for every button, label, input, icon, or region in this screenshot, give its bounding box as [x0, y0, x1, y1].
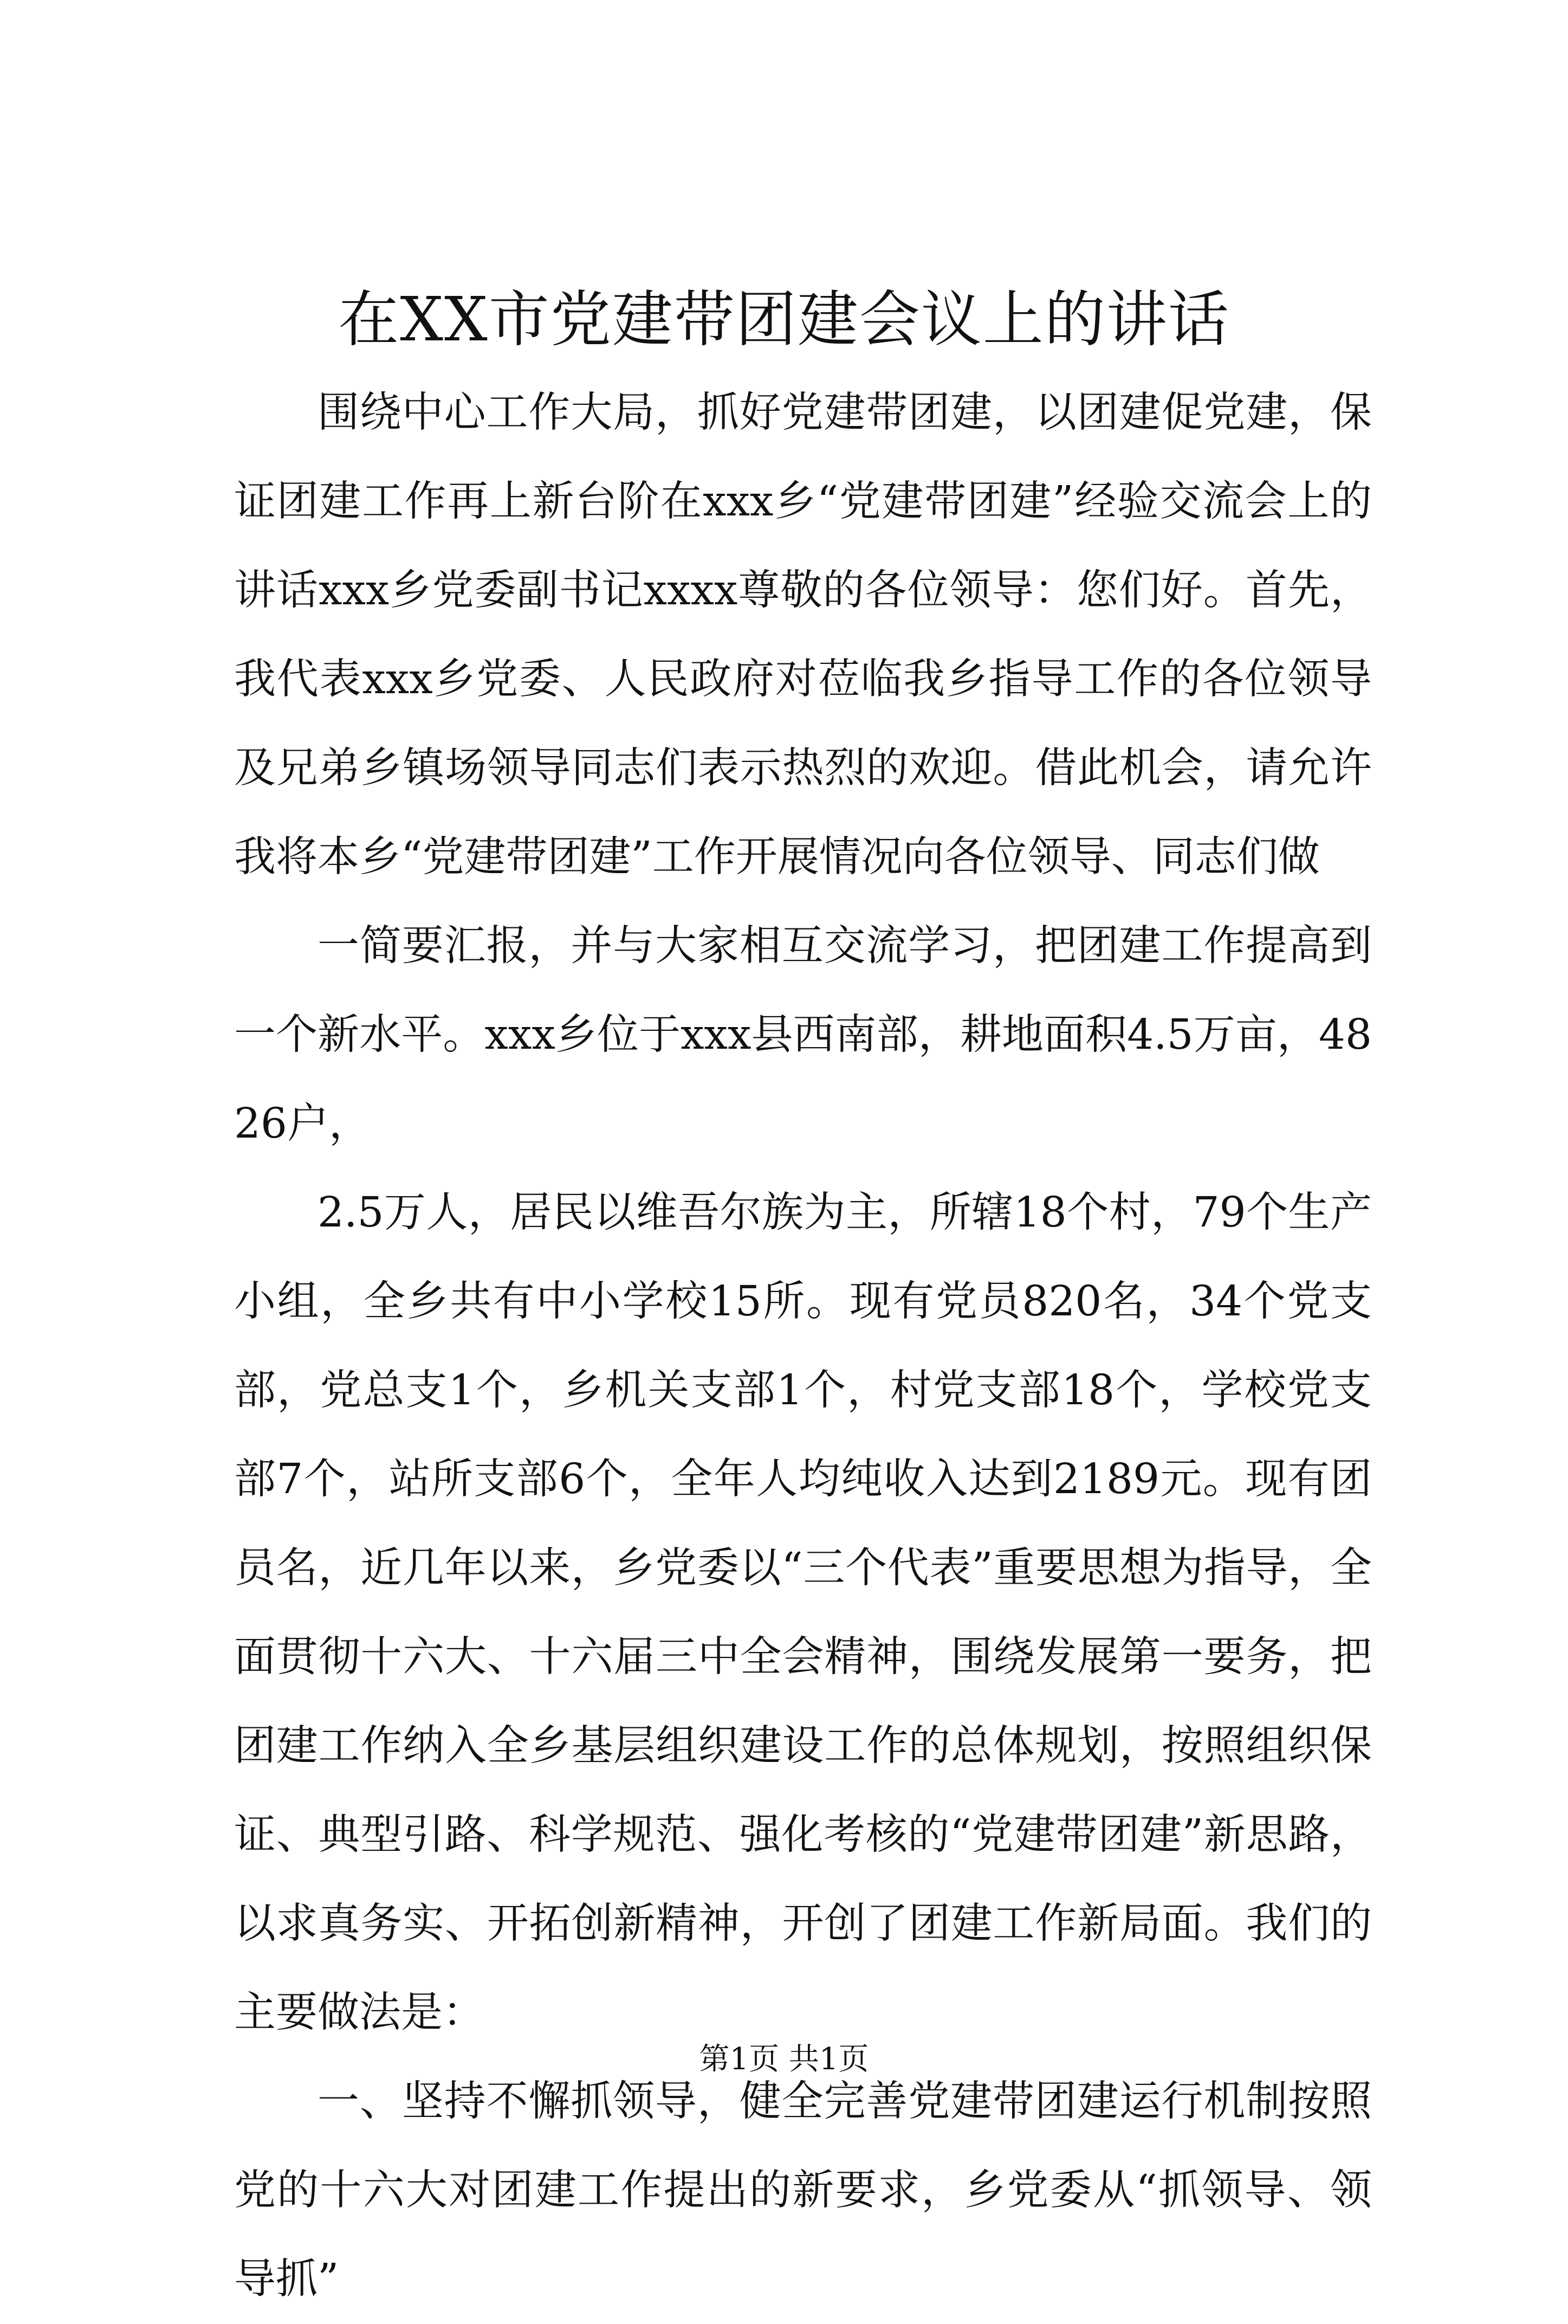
paragraph-1: 围绕中心工作大局，抓好党建带团建，以团建促党建，保证团建工作再上新台阶在xxx乡“党建带团建”经验交流会上的讲话xxx乡党委副书记xxxx尊敬的各位领导：您们好。首先，我代表xxx乡党委、人民政府对莅临我乡指导工作的各位领导及兄弟乡镇场领导同志们表示热烈的欢迎。借此机会，请允许我将本乡“党建带团建”工作开展情况向各位领导、同志们做 — [234, 389, 1372, 881]
page-footer: 第1页 共1页 — [699, 2042, 869, 2077]
paragraph-4: 一、坚持不懈抓领导，健全完善党建带团建运行机制按照党的十六大对团建工作提出的新要求，乡党委从“抓领导、领导抓” — [234, 2077, 1372, 2303]
paragraph-2: 一简要汇报，并与大家相互交流学习，把团建工作提高到一个新水平。xxx乡位于xxx县西南部，耕地面积4.5万亩，4826户， — [234, 922, 1372, 1148]
document-body — [234, 369, 1372, 2324]
paragraph-3: 2.5万人，居民以维吾尔族为主，所辖18个村，79个生产小组，全乡共有中小学校15所。现有党员820名，34个党支部，党总支1个，乡机关支部1个，村党支部18个，学校党支部7个，站所支部6个，全年人均纯收入达到2189元。现有团员名，近几年以来，乡党委以“三个代表”重要思想为指导，全面贯彻十六大、十六届三中全会精神，围绕发展第一要务，把团建工作纳入全乡基层组织建设工作的总体规划，按照组织保证、典型引路、科学规范、强化考核的“党建带团建”新思路，以求真务实、开拓创新精神，开创了团建工作新局面。我们的主要做法是： — [234, 1189, 1372, 2037]
document-title: 在XX市党建带团建会议上的讲话 — [338, 285, 1230, 355]
